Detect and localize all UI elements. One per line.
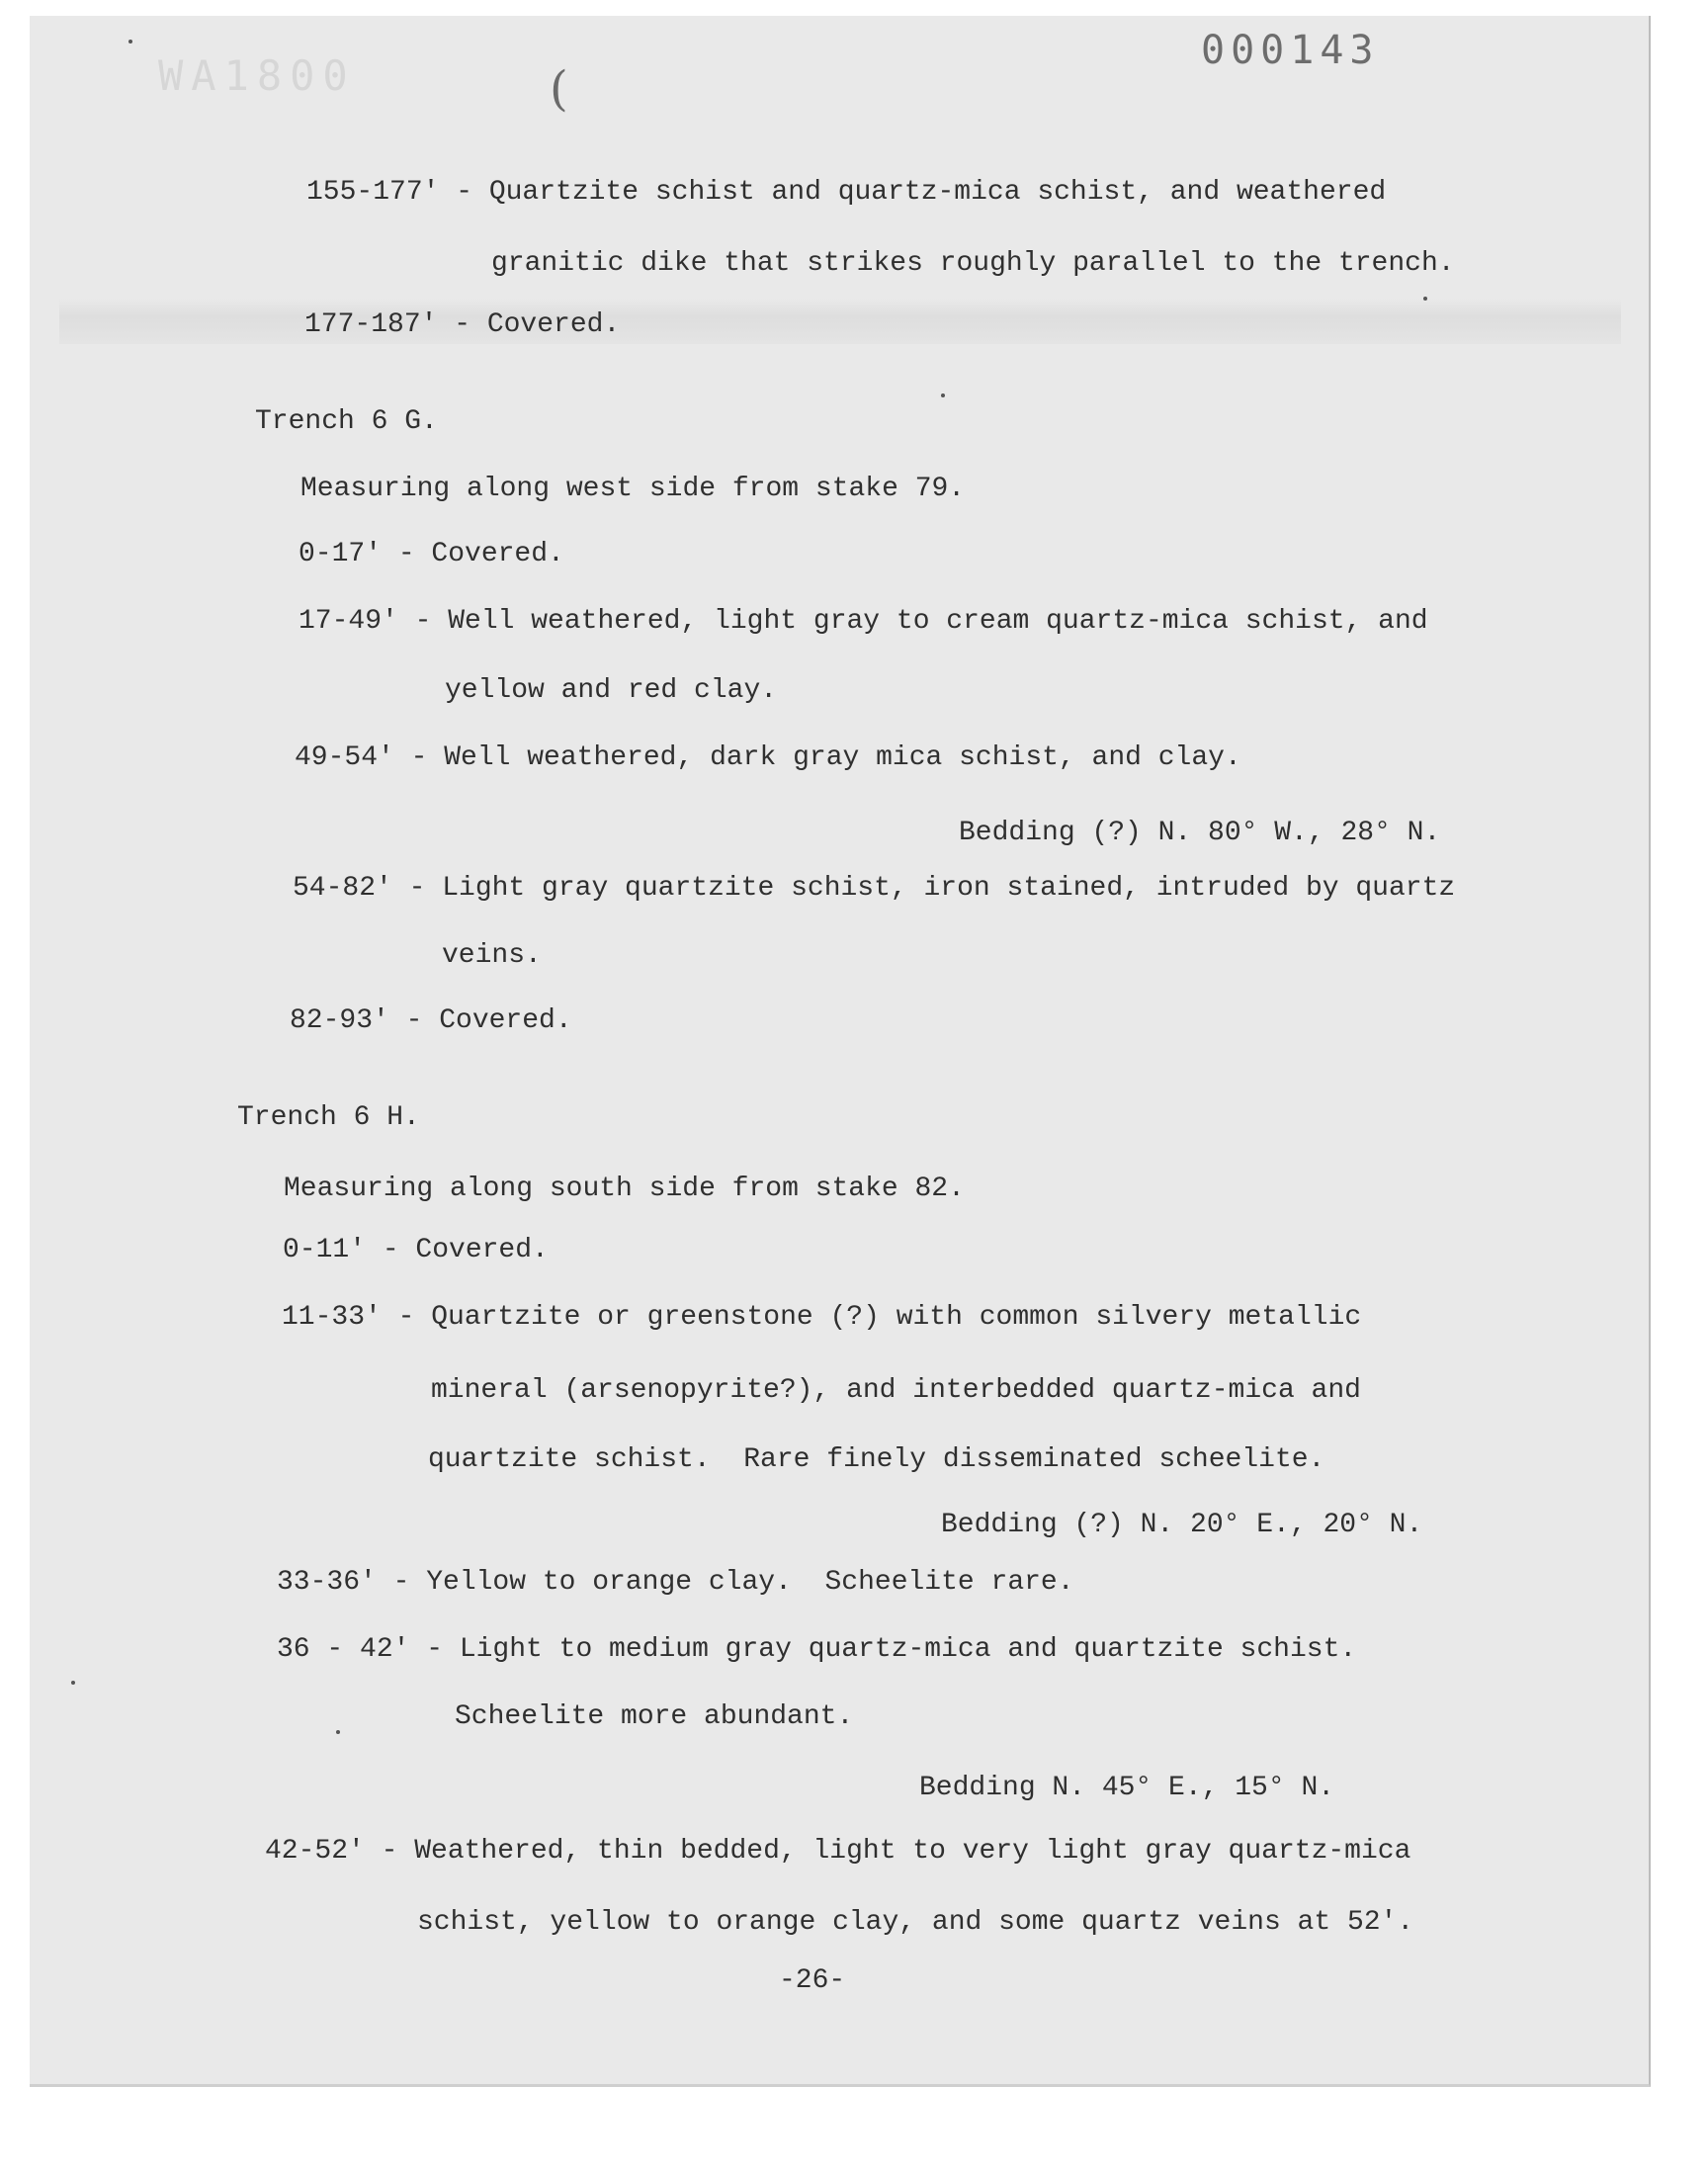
- entry-36-42-cont: Scheelite more abundant.: [455, 1701, 854, 1732]
- entry-54-82: 54-82' - Light gray quartzite schist, iron stained, intruded by quartz: [293, 873, 1456, 904]
- entry-49-54: 49-54' - Well weathered, dark gray mica schist, and clay.: [295, 742, 1241, 773]
- entry-11-33: 11-33' - Quartzite or greenstone (?) with common silvery metallic: [282, 1302, 1362, 1333]
- measuring-note-6g: Measuring along west side from stake 79.: [300, 474, 966, 504]
- page-number: -26-: [779, 1965, 846, 1996]
- scan-speck: [941, 393, 945, 397]
- entry-54-82-cont: veins.: [442, 940, 542, 971]
- entry-155-177: 155-177' - Quartzite schist and quartz-mica schist, and weathered: [306, 177, 1387, 208]
- entry-11-33-cont-2: quartzite schist. Rare finely disseminated scheelite.: [428, 1444, 1325, 1475]
- bedding-note-6g: Bedding (?) N. 80° W., 28° N.: [959, 818, 1441, 848]
- scan-speck: [1423, 297, 1427, 301]
- entry-36-42: 36 - 42' - Light to medium gray quartz-mica and quartzite schist.: [277, 1634, 1357, 1665]
- entry-82-93: 82-93' - Covered.: [290, 1005, 572, 1036]
- bedding-note-6h-1: Bedding (?) N. 20° E., 20° N.: [941, 1510, 1423, 1540]
- scan-speck: [336, 1730, 340, 1734]
- section-heading-trench-6h: Trench 6 H.: [237, 1102, 420, 1133]
- scan-band: [59, 299, 1621, 344]
- entry-17-49-cont: yellow and red clay.: [445, 675, 778, 706]
- bedding-note-6h-2: Bedding N. 45° E., 15° N.: [919, 1773, 1335, 1803]
- measuring-note-6h: Measuring along south side from stake 82.: [284, 1174, 965, 1204]
- parenthesis-mark: (: [550, 61, 568, 117]
- entry-0-17: 0-17' - Covered.: [299, 539, 564, 569]
- scan-speck: [71, 1681, 75, 1685]
- entry-155-177-cont: granitic dike that strikes roughly parallel to the trench.: [491, 248, 1455, 279]
- entry-42-52-cont: schist, yellow to orange clay, and some quartz veins at 52'.: [417, 1907, 1414, 1938]
- entry-11-33-cont-1: mineral (arsenopyrite?), and interbedded quartz-mica and: [431, 1375, 1361, 1406]
- entry-0-11: 0-11' - Covered.: [283, 1235, 549, 1265]
- entry-177-187: 177-187' - Covered.: [304, 309, 621, 340]
- scan-speck: [128, 40, 132, 44]
- entry-17-49: 17-49' - Well weathered, light gray to cream quartz-mica schist, and: [299, 606, 1428, 637]
- entry-33-36: 33-36' - Yellow to orange clay. Scheelite rare.: [277, 1567, 1074, 1598]
- document-id-stamp: 000143: [1201, 28, 1380, 73]
- section-heading-trench-6g: Trench 6 G.: [255, 406, 438, 437]
- entry-42-52: 42-52' - Weathered, thin bedded, light to very light gray quartz-mica: [265, 1836, 1411, 1867]
- faded-stamp: WA1800: [158, 51, 356, 100]
